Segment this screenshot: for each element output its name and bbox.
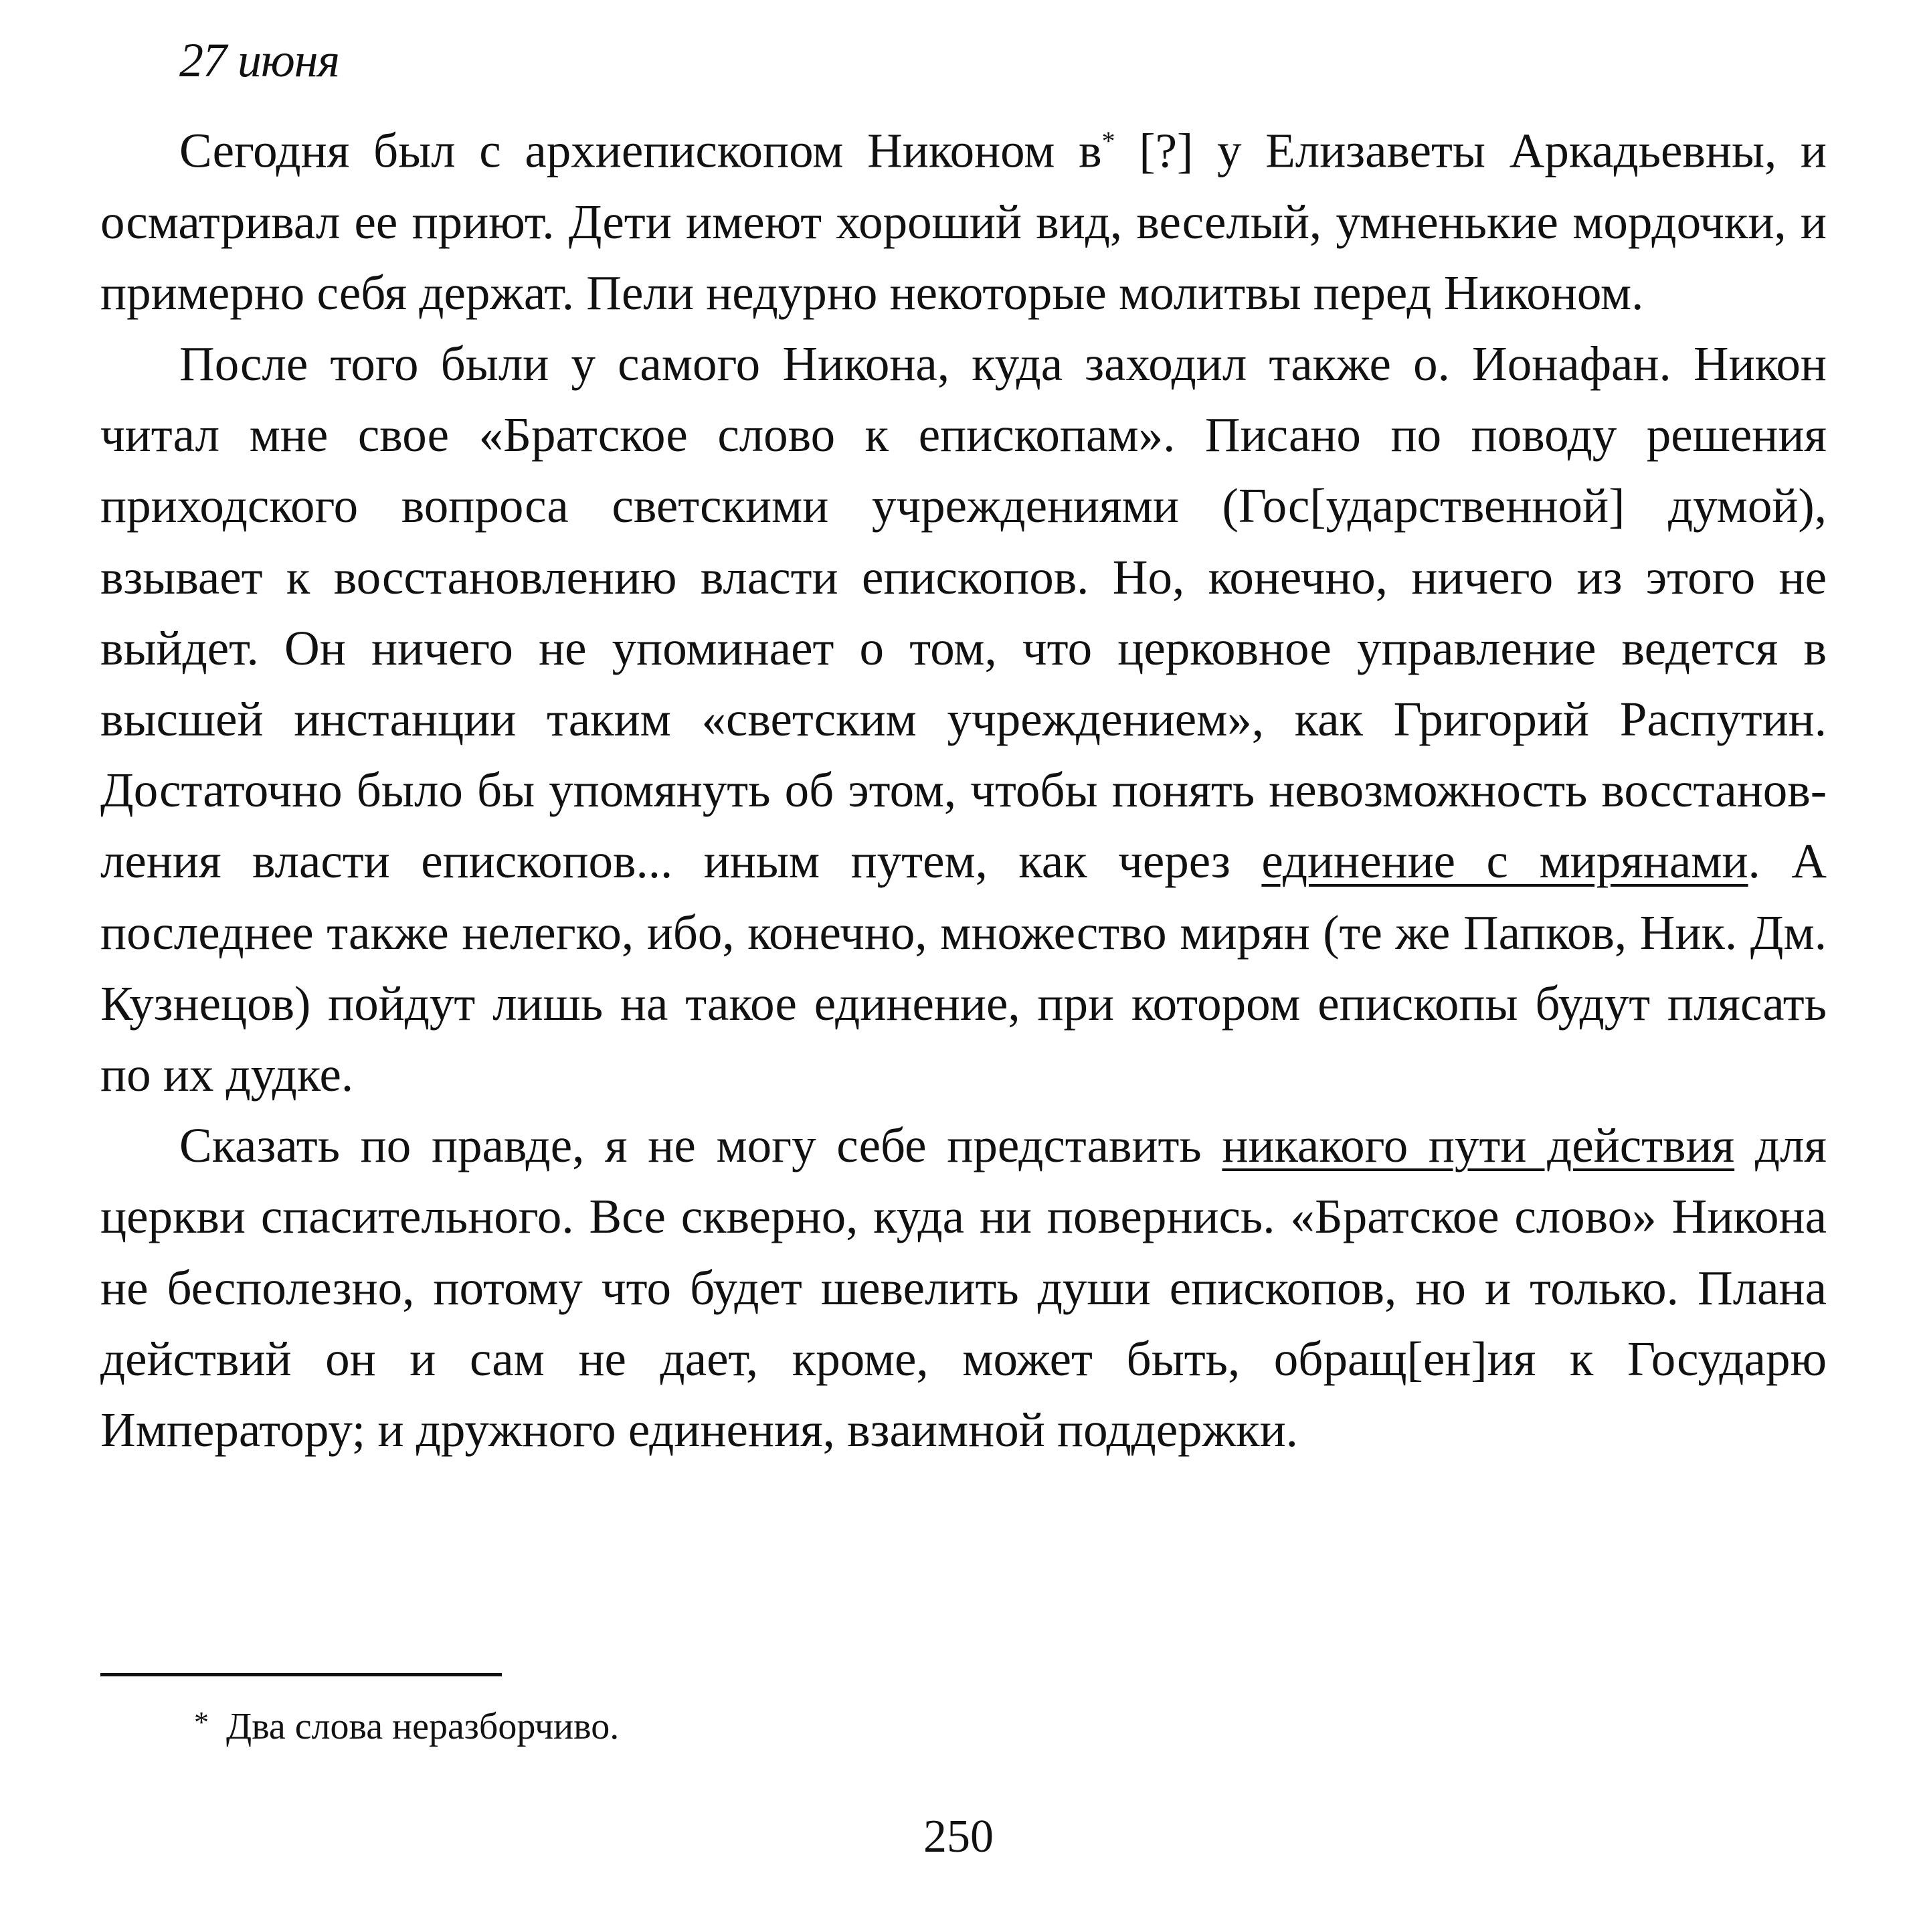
paragraph-2-text-b: . А последнее также нелегко, ибо, конечно, множество мирян (те же Папков, Ник. Дм. Кузнецов) пойдут лишь на такое единение, при котором епископы будут плясать по их дудке. bbox=[100, 834, 1827, 1102]
paragraph-1-text-b: [?] у Елизаветы Аркадьевны, и осматривал ее приют. Дети имеют хороший вид, веселый, умненькие мордочки, и примерно себя держат. Пели недурно некоторые молитвы перед Никоном. bbox=[100, 123, 1827, 320]
page-number: 250 bbox=[923, 1811, 994, 1862]
footnote-mark: * bbox=[194, 1706, 209, 1739]
footnote-text: Два слова неразборчиво. bbox=[226, 1706, 620, 1747]
paragraph-3-text-b: для церкви спасительного. Все скверно, куда ни повернись. «Братское слово» Никона не бесполезно, потому что будет шевелить души епископов, но и только. Плана действий он и сам не дает, кроме, может быть, обращ[ен]ия к Государю Императору; и дружного единения, взаимной поддержки. bbox=[100, 1118, 1827, 1457]
paragraph-2 bbox=[100, 329, 1827, 1110]
footnote bbox=[194, 1700, 619, 1753]
date-heading: 27 июня bbox=[179, 33, 339, 87]
paragraph-3-underlined-phrase: никакого пути действия bbox=[1222, 1118, 1735, 1173]
paragraph-1-text-a: Сегодня был с архиепископом Никоном в bbox=[179, 123, 1102, 178]
page-body bbox=[100, 27, 1827, 1466]
paragraph-2-underlined-phrase: единение с мирянами bbox=[1261, 834, 1748, 889]
paragraph-1 bbox=[100, 106, 1827, 329]
footnote-reference-mark: * bbox=[1101, 126, 1115, 156]
paragraph-2-text-a: После того были у самого Никона, куда заходил также о. Ионафан. Никон читал мне свое «Братское слово к епископам». Писано по поводу решения приходского вопроса светскими учреждениями (Гос[ударственной] думой), взывает к восстановлению власти епископов. Но, конечно, ничего из этого не выйдет. Он ничего не упоминает о том, что церковное управление ведется в высшей инстанции таким «светским учреждением», как Григорий Распутин. Достаточно было бы упомянуть об этом, чтобы понять невозможность восстановления власти епископов... иным путем, как через bbox=[100, 336, 1827, 889]
paragraph-3 bbox=[100, 1110, 1827, 1466]
footnote-divider bbox=[100, 1673, 502, 1676]
paragraph-3-text-a: Сказать по правде, я не могу себе представить bbox=[179, 1118, 1222, 1173]
